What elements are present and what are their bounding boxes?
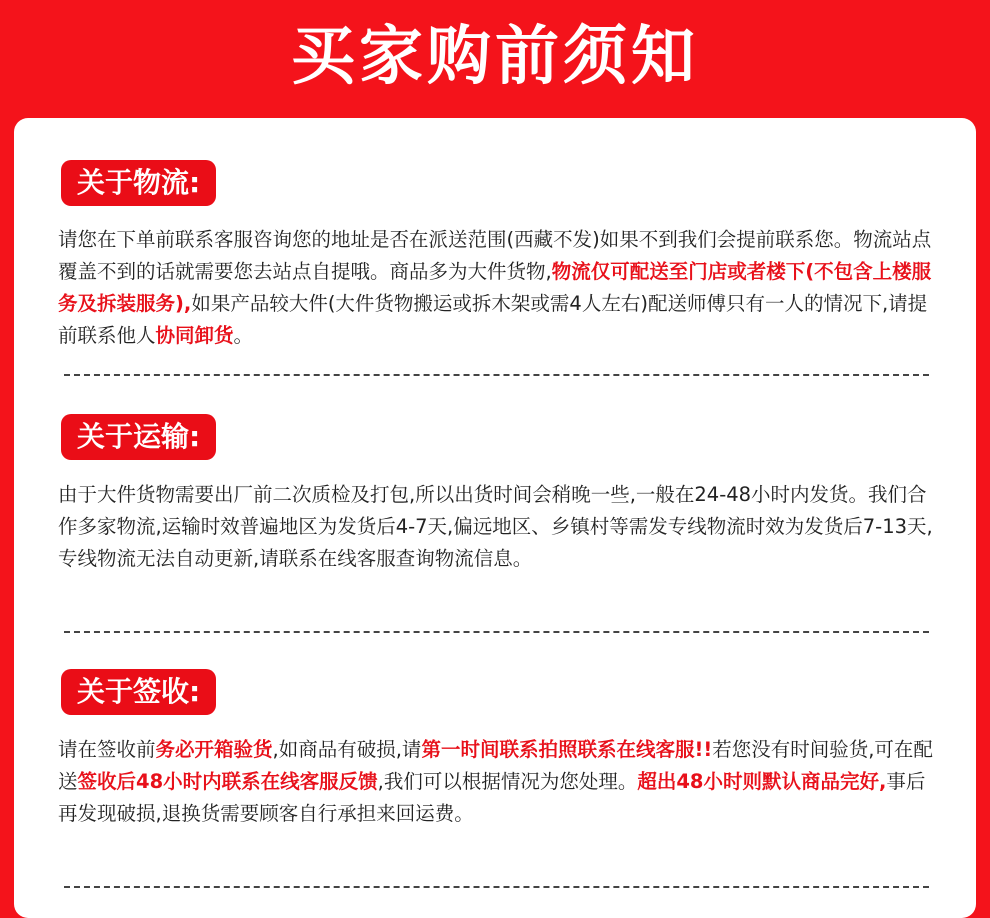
- dashed-divider: [64, 374, 929, 376]
- transport-heading: 关于运输:: [61, 414, 216, 460]
- text-segment: 。: [233, 324, 254, 347]
- receipt-text: [58, 734, 933, 830]
- text-segment: 请您在下单前联系客服咨询您的地址是否在派送范围(西藏不发)如果不到我们会提前联系您。物流站点覆盖不到的话就需要您去站点自提哦。商品多为大件货物,: [58, 228, 932, 283]
- transport-text: [58, 479, 933, 575]
- highlight-segment: 超出48小时则默认商品完好,: [637, 770, 887, 793]
- dashed-divider: [64, 886, 929, 888]
- text-segment: 请在签收前: [58, 738, 156, 761]
- page-title: 买家购前须知: [291, 20, 699, 94]
- receipt-heading: 关于签收:: [61, 669, 216, 715]
- text-segment: 事后再发现破损,退换货需要顾客自行承担来回运费。: [58, 770, 926, 825]
- text-segment: ,我们可以根据情况为您处理。: [377, 770, 638, 793]
- text-segment: 由于大件货物需要出厂前二次质检及打包,所以出货时间会稍晚一些,一般在24-48小时内发货。我们合作多家物流,运输时效普遍地区为发货后4-7天,偏远地区、乡镇村等需发专线物流时效为发货后7-13天,专线物流无法自动更新,请联系在线客服查询物流信息。: [58, 483, 933, 570]
- notice-card: [14, 118, 976, 918]
- highlight-segment: 协同卸货: [155, 324, 234, 347]
- highlight-segment: 物流仅可配送至门店或者楼下(不包含上楼服务及拆装服务),: [58, 260, 932, 315]
- text-segment: 若您没有时间验货,可在配送: [58, 738, 933, 793]
- text-segment: ,如商品有破损,请: [272, 738, 422, 761]
- logistics-heading: 关于物流:: [61, 160, 216, 206]
- highlight-segment: 签收后48小时内联系在线客服反馈: [77, 770, 378, 793]
- text-segment: 如果产品较大件(大件货物搬运或拆木架或需4人左右)配送师傅只有一人的情况下,请提前联系他人: [58, 292, 928, 347]
- dashed-divider: [64, 631, 929, 633]
- highlight-segment: 务必开箱验货: [155, 738, 273, 761]
- logistics-text: [58, 224, 933, 352]
- highlight-segment: 第一时间联系拍照联系在线客服!!: [421, 738, 713, 761]
